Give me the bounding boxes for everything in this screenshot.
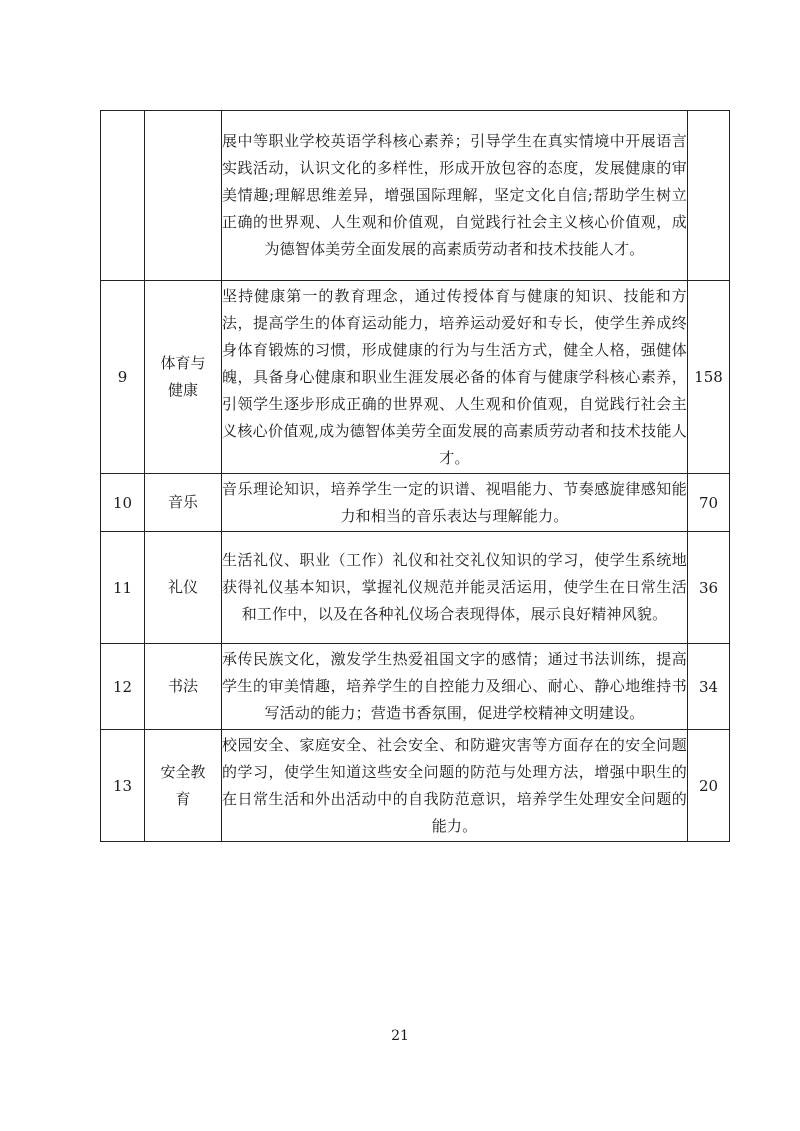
course-hours: 34 bbox=[688, 644, 730, 730]
table-row bbox=[101, 111, 730, 281]
course-number: 12 bbox=[101, 644, 145, 730]
course-name bbox=[145, 111, 222, 281]
table-row bbox=[101, 474, 730, 532]
course-number bbox=[101, 111, 145, 281]
course-description: 展中等职业学校英语学科核心素养；引导学生在真实情境中开展语言实践活动，认识文化的多样性，形成开放包容的态度，发展健康的审美情趣;理解思维差异，增强国际理解，坚定文化自信;帮助学生树立正确的世界观、人生观和价值观，自觉践行社会主义核心价值观，成为德智体美劳全面发展的高素质劳动者和技术技能人才。 bbox=[222, 111, 688, 281]
course-description: 音乐理论知识，培养学生一定的识谱、视唱能力、节奏感旋律感知能力和相当的音乐表达与理解能力。 bbox=[222, 474, 688, 532]
course-number: 11 bbox=[101, 532, 145, 644]
page-number: 21 bbox=[391, 1028, 409, 1044]
course-name: 音乐 bbox=[145, 474, 222, 532]
course-description: 生活礼仪、职业（工作）礼仪和社交礼仪知识的学习，使学生系统地获得礼仪基本知识，掌握礼仪规范并能灵活运用，使学生在日常生活和工作中，以及在各种礼仪场合表现得体，展示良好精神风貌。 bbox=[222, 532, 688, 644]
table-row bbox=[101, 644, 730, 730]
course-name: 礼仪 bbox=[145, 532, 222, 644]
course-hours: 70 bbox=[688, 474, 730, 532]
table-row bbox=[101, 532, 730, 644]
course-description: 承传民族文化，激发学生热爱祖国文字的感情；通过书法训练，提高学生的审美情趣，培养学生的自控能力及细心、耐心、静心地维持书写活动的能力；营造书香氛围，促进学校精神文明建设。 bbox=[222, 644, 688, 730]
course-description: 坚持健康第一的教育理念，通过传授体育与健康的知识、技能和方法，提高学生的体育运动能力，培养运动爱好和专长，使学生养成终身体育锻炼的习惯，形成健康的行为与生活方式，健全人格，强健体魄，具备身心健康和职业生涯发展必备的体育与健康学科核心素养，引领学生逐步形成正确的世界观、人生观和价值观，自觉践行社会主义核心价值观,成为德智体美劳全面发展的高素质劳动者和技术技能人才。 bbox=[222, 281, 688, 474]
course-name: 书法 bbox=[145, 644, 222, 730]
course-name: 安全教育 bbox=[145, 730, 222, 842]
course-number: 10 bbox=[101, 474, 145, 532]
curriculum-table bbox=[100, 110, 730, 842]
course-name: 体育与健康 bbox=[145, 281, 222, 474]
table-row bbox=[101, 730, 730, 842]
course-description: 校园安全、家庭安全、社会安全、和防避灾害等方面存在的安全问题的学习，使学生知道这些安全问题的防范与处理方法，增强中职生的在日常生活和外出活动中的自我防范意识，培养学生处理安全问题的能力。 bbox=[222, 730, 688, 842]
table-row bbox=[101, 281, 730, 474]
course-hours bbox=[688, 111, 730, 281]
course-number: 13 bbox=[101, 730, 145, 842]
course-hours: 36 bbox=[688, 532, 730, 644]
course-number: 9 bbox=[101, 281, 145, 474]
course-hours: 20 bbox=[688, 730, 730, 842]
course-hours: 158 bbox=[688, 281, 730, 474]
